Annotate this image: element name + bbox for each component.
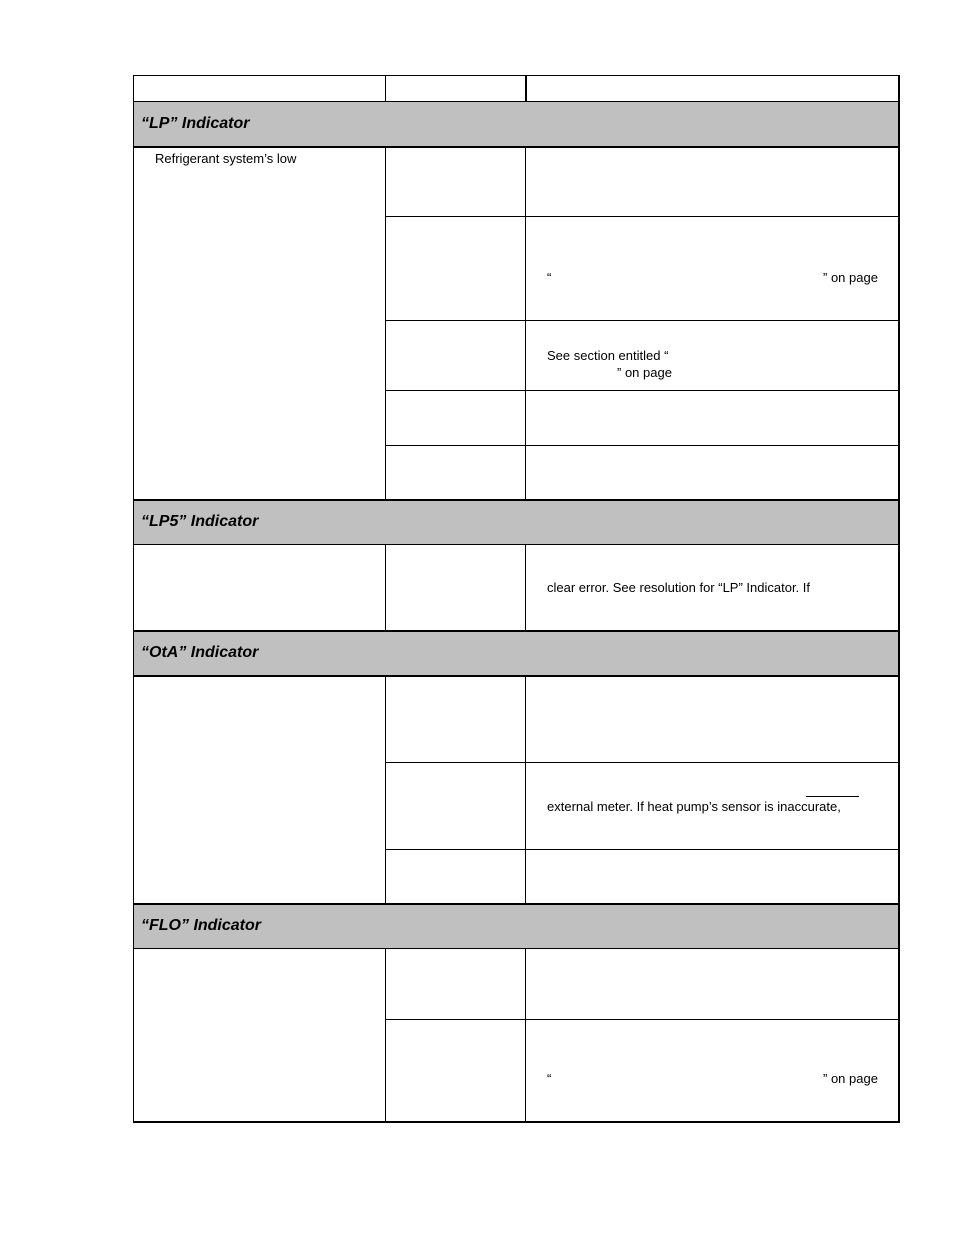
lp-row2-on-page: ” on page	[823, 270, 878, 285]
lp-row-line	[385, 390, 899, 391]
section-title-flo: “FLO” Indicator	[141, 917, 261, 934]
ota-row-line	[385, 849, 899, 850]
lp5-col-divider-1	[385, 545, 386, 631]
lp-cause-text: Refrigerant system’s low	[155, 151, 297, 166]
band-line	[133, 146, 900, 148]
flo-row-line	[385, 1019, 899, 1020]
ota-row-line	[385, 762, 899, 763]
flo-row2-open-quote: “	[547, 1071, 552, 1086]
band-line	[133, 630, 900, 632]
ota-underline-mark	[806, 796, 859, 797]
table-border-right	[898, 75, 900, 1122]
header-divider-2	[525, 75, 527, 102]
lp-row3-line1: See section entitled “	[547, 348, 669, 363]
table-border-bottom	[133, 1121, 900, 1123]
lp5-resolution-text: clear error. See resolution for “LP” Indicator. If	[547, 580, 811, 595]
flo-col-divider-1	[385, 949, 386, 1122]
band-line	[133, 101, 900, 102]
ota-col-divider-1	[385, 676, 386, 904]
lp-row3-line2: ” on page	[617, 365, 672, 380]
band-line	[133, 903, 900, 905]
lp-row-line	[385, 445, 899, 446]
lp-row-line	[385, 320, 899, 321]
flo-row2-on-page: ” on page	[823, 1071, 878, 1086]
table-border-left	[133, 75, 134, 1122]
band-line	[133, 544, 900, 545]
lp5-col-divider-2	[525, 545, 526, 631]
lp-col-divider-1	[385, 147, 386, 500]
section-title-ota: “OtA” Indicator	[141, 644, 259, 661]
lp-col-divider-2	[525, 147, 526, 500]
band-line	[133, 948, 900, 949]
lp-row2-open-quote: “	[547, 270, 552, 285]
flo-col-divider-2	[525, 949, 526, 1122]
section-title-lp: “LP” Indicator	[141, 115, 250, 132]
ota-row2-text: external meter. If heat pump’s sensor is inaccurate,	[547, 799, 841, 814]
header-divider-1	[385, 75, 386, 102]
band-line	[133, 675, 900, 677]
section-title-lp5: “LP5” Indicator	[141, 513, 259, 530]
band-line	[133, 499, 900, 501]
lp-row-line	[385, 216, 899, 217]
table-border-top	[133, 75, 900, 76]
ota-col-divider-2	[525, 676, 526, 904]
